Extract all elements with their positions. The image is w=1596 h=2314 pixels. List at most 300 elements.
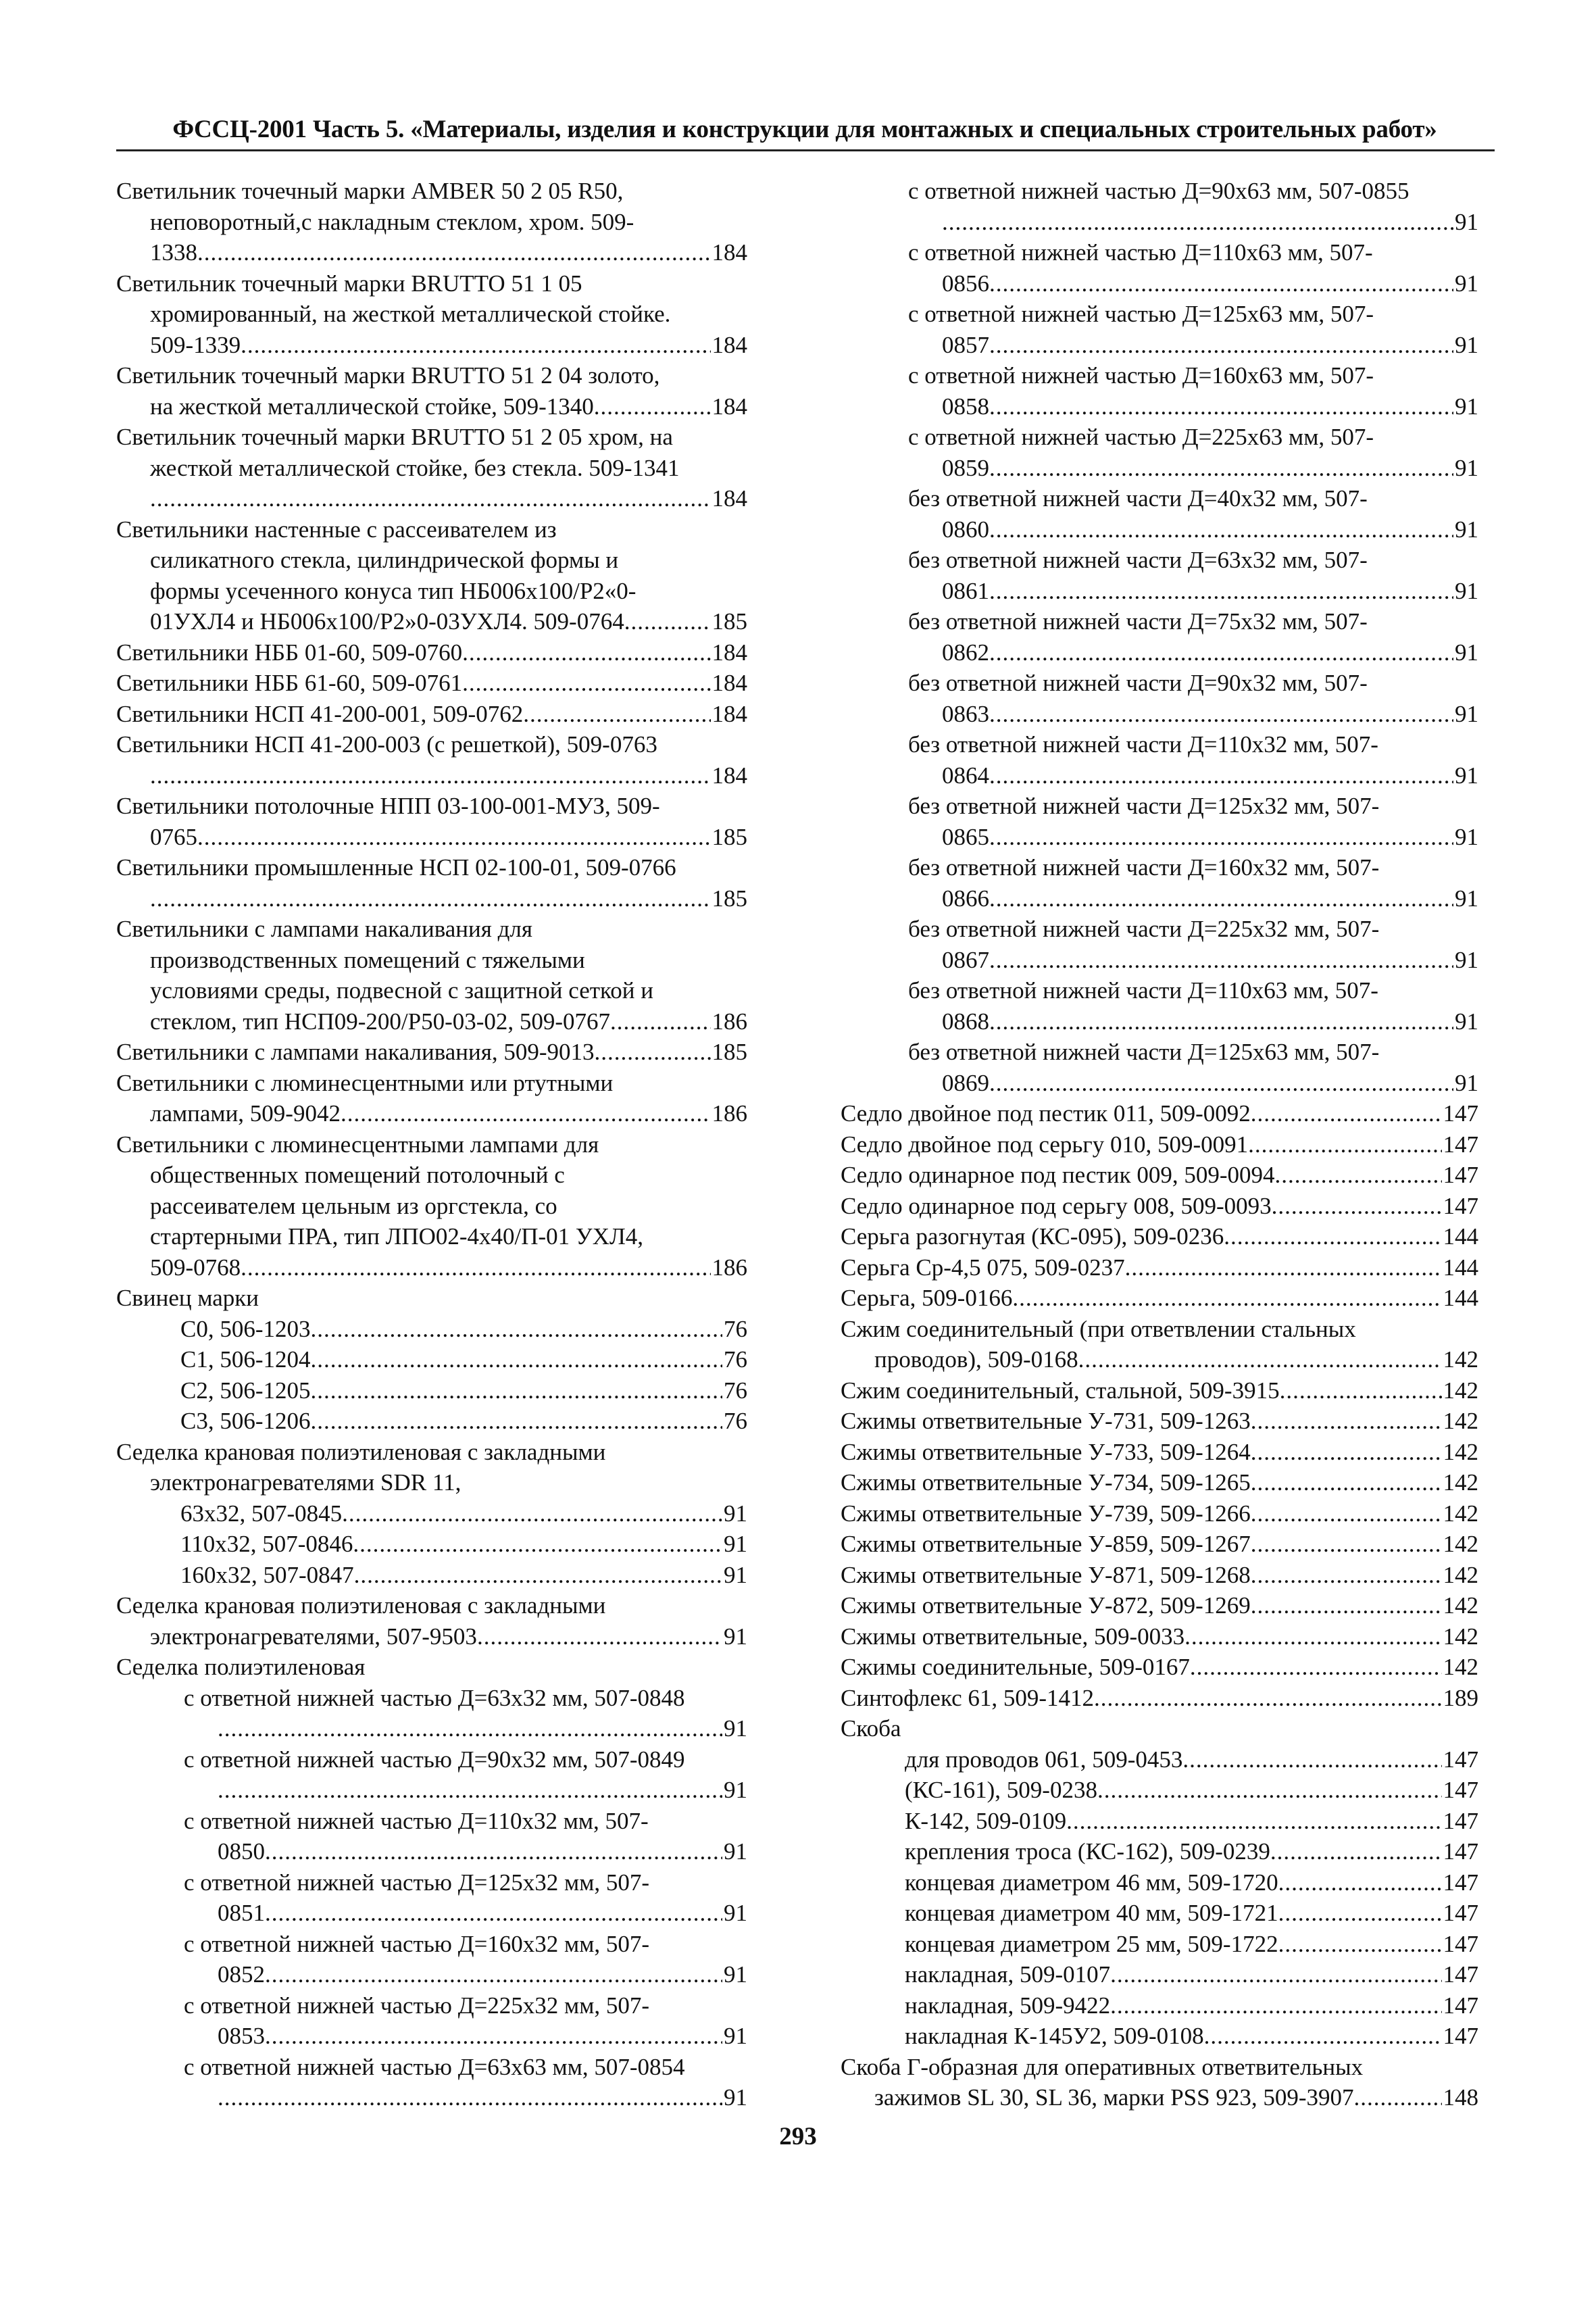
index-entry-leader-line xyxy=(841,1375,1478,1406)
index-entry-text: К-142, 509-0109 xyxy=(905,1807,1067,1834)
index-entry-leader-line xyxy=(841,1160,1478,1191)
index-page-ref: 142 xyxy=(1443,1408,1478,1434)
index-entry-text: накладная, 509-9422 xyxy=(905,1992,1111,2019)
dot-leader xyxy=(989,330,1453,361)
index-page-ref: 91 xyxy=(1455,577,1478,604)
index-entry xyxy=(116,422,747,514)
index-entry xyxy=(841,1129,1478,1160)
dot-leader xyxy=(1251,1437,1442,1468)
dot-leader xyxy=(218,1713,722,1744)
index-entry-leader-line xyxy=(841,699,1478,730)
index-entry-leader-line xyxy=(116,1498,747,1529)
index-entry-line: Седелка полиэтиленовая xyxy=(116,1654,366,1680)
index-entry-leader-line xyxy=(841,1621,1478,1652)
index-entry-leader-line xyxy=(116,637,747,668)
index-page-ref: 142 xyxy=(1443,1623,1478,1650)
index-entry-text: для проводов 061, 509-0453 xyxy=(905,1746,1183,1773)
index-entry-leader-line xyxy=(841,1068,1478,1099)
index-page-ref: 91 xyxy=(724,1838,747,1865)
index-entry xyxy=(116,1652,747,1683)
index-page-ref: 144 xyxy=(1443,1254,1478,1281)
dot-leader xyxy=(989,391,1453,422)
index-entry-line: с ответной нижней частью Д=125х63 мм, 507- xyxy=(908,301,1374,327)
index-entry-line: Сжим соединительный (при ответвлении стальных xyxy=(841,1315,1356,1342)
index-entry xyxy=(116,637,747,668)
index-entry-leader-line xyxy=(841,1437,1478,1468)
index-entry-line: Седелка крановая полиэтиленовая с закладными xyxy=(116,1438,606,1465)
index-entry-leader-line xyxy=(841,576,1478,607)
index-entry-leader-line xyxy=(841,1683,1478,1714)
dot-leader xyxy=(989,514,1453,545)
index-entry xyxy=(841,1929,1478,1960)
dot-leader xyxy=(1251,1590,1442,1621)
index-entry xyxy=(841,791,1478,852)
index-entry-leader-line xyxy=(116,1037,747,1068)
dot-leader xyxy=(353,1529,722,1560)
index-page-ref: 91 xyxy=(1455,393,1478,420)
index-entry xyxy=(116,668,747,699)
index-entry-leader-line xyxy=(116,2021,747,2052)
dot-leader xyxy=(311,1375,723,1406)
index-page-ref: 147 xyxy=(1443,1900,1478,1926)
index-entry xyxy=(116,1744,747,1806)
index-page-ref: 142 xyxy=(1443,1654,1478,1680)
index-entry-leader-line xyxy=(116,883,747,914)
index-entry-text: Светильники НББ 61-60, 509-0761 xyxy=(116,670,463,696)
index-page-ref: 184 xyxy=(712,393,747,420)
dot-leader xyxy=(1110,1990,1441,2021)
index-entry-leader-line xyxy=(841,1590,1478,1621)
dot-leader xyxy=(354,1560,722,1591)
index-page-ref: 147 xyxy=(1443,2023,1478,2049)
index-entry-leader-line xyxy=(116,391,747,422)
index-page-ref: 91 xyxy=(1455,516,1478,543)
index-page-ref: 184 xyxy=(712,331,747,358)
index-entry xyxy=(841,606,1478,668)
index-column-right xyxy=(841,176,1478,2113)
index-entry-leader-line xyxy=(116,1898,747,1929)
index-entry-line: жесткой металлической стойке, без стекла. 509-1341 xyxy=(150,454,680,481)
dot-leader xyxy=(1251,1560,1442,1591)
index-entry-leader-line xyxy=(841,1406,1478,1437)
dot-leader xyxy=(341,1098,711,1129)
index-entry xyxy=(841,299,1478,360)
index-entry xyxy=(841,914,1478,975)
dot-leader xyxy=(1012,1283,1441,1314)
index-entry-text: (КС-161), 509-0238 xyxy=(905,1777,1097,1803)
index-entry xyxy=(116,1806,747,1867)
index-entry-text: 1338 xyxy=(150,239,197,266)
index-entry xyxy=(841,1375,1478,1406)
index-entry xyxy=(116,1375,747,1406)
index-entry-leader-line xyxy=(841,1959,1478,1990)
dot-leader xyxy=(197,237,711,268)
dot-leader xyxy=(1272,1191,1442,1222)
index-page-ref: 76 xyxy=(724,1377,747,1404)
index-page-ref: 91 xyxy=(724,1500,747,1527)
index-entry-leader-line xyxy=(116,2082,747,2113)
index-entry-line: без ответной нижней части Д=125х32 мм, 507- xyxy=(908,793,1380,819)
dot-leader xyxy=(1354,2082,1442,2113)
index-entry-line: Светильник точечный марки AMBER 50 2 05 R50, xyxy=(116,178,624,204)
index-page-ref: 147 xyxy=(1443,1746,1478,1773)
dot-leader xyxy=(1275,1160,1442,1191)
dot-leader xyxy=(989,945,1453,976)
index-entry-leader-line xyxy=(841,1191,1478,1222)
index-entry xyxy=(116,729,747,791)
index-entry-leader-line xyxy=(841,330,1478,361)
index-entry xyxy=(841,1775,1478,1806)
index-entry xyxy=(116,1560,747,1591)
dot-leader xyxy=(265,1836,722,1867)
index-page-ref: 144 xyxy=(1443,1285,1478,1311)
index-entry xyxy=(841,1898,1478,1929)
dot-leader xyxy=(265,1959,722,1990)
index-entry-text: Серьга Ср-4,5 075, 509-0237 xyxy=(841,1254,1125,1281)
index-entry-text: С0, 506-1203 xyxy=(180,1315,311,1342)
index-page-ref: 184 xyxy=(712,762,747,789)
index-entry xyxy=(841,1191,1478,1222)
index-entry-text: 509-1339 xyxy=(150,331,241,358)
dot-leader xyxy=(989,760,1453,791)
dot-leader xyxy=(1182,1744,1441,1775)
index-entry-line: с ответной нижней частью Д=125х32 мм, 507- xyxy=(184,1869,650,1896)
index-entry-leader-line xyxy=(841,268,1478,299)
dot-leader xyxy=(150,760,711,791)
index-entry xyxy=(841,975,1478,1037)
index-entry-leader-line xyxy=(116,1375,747,1406)
index-entry-text: 160х32, 507-0847 xyxy=(180,1561,354,1588)
index-entry-text: 0858 xyxy=(942,393,989,420)
index-page-ref: 184 xyxy=(712,639,747,666)
index-page-ref: 186 xyxy=(712,1008,747,1035)
index-entry xyxy=(841,1314,1478,1375)
dot-leader xyxy=(1251,1529,1442,1560)
index-page-ref: 186 xyxy=(712,1254,747,1281)
dot-leader xyxy=(462,668,710,699)
index-entry-text: Сжимы ответвительные У-872, 509-1269 xyxy=(841,1592,1251,1619)
dot-leader xyxy=(989,1006,1453,1037)
dot-leader xyxy=(594,391,711,422)
index-entry-text: лампами, 509-9042 xyxy=(150,1100,341,1127)
index-entry-line: без ответной нижней части Д=40х32 мм, 507- xyxy=(908,485,1368,512)
index-entry-leader-line xyxy=(116,699,747,730)
index-entry-leader-line xyxy=(116,822,747,853)
index-entry-leader-line xyxy=(841,1498,1478,1529)
index-entry xyxy=(841,1098,1478,1129)
index-entry-line: производственных помещений с тяжелыми xyxy=(150,946,585,973)
index-page-ref: 147 xyxy=(1443,1930,1478,1957)
index-entry xyxy=(841,668,1478,729)
dot-leader xyxy=(989,453,1453,484)
index-entry-leader-line xyxy=(841,1652,1478,1683)
dot-leader xyxy=(1280,1375,1442,1406)
index-entry xyxy=(841,1683,1478,1714)
index-entry-leader-line xyxy=(116,1314,747,1345)
index-entry-text: Сжимы ответвительные У-859, 509-1267 xyxy=(841,1531,1251,1557)
index-entry-line: Скоба xyxy=(841,1715,901,1742)
index-entry xyxy=(116,1929,747,1990)
index-entry-leader-line xyxy=(116,1621,747,1652)
index-entry-leader-line xyxy=(841,822,1478,853)
index-page-ref: 91 xyxy=(724,1715,747,1742)
index-page-ref: 184 xyxy=(712,485,747,512)
index-entry xyxy=(116,2052,747,2113)
index-page-ref: 142 xyxy=(1443,1561,1478,1588)
index-page-ref: 91 xyxy=(1455,885,1478,912)
index-entry-line: с ответной нижней частью Д=160х63 мм, 507- xyxy=(908,362,1374,389)
index-entry-text: 0866 xyxy=(942,885,989,912)
dot-leader xyxy=(1204,2021,1442,2052)
dot-leader xyxy=(1278,1898,1442,1929)
index-entry xyxy=(841,2052,1478,2113)
index-entry-leader-line xyxy=(841,1529,1478,1560)
index-column-left xyxy=(116,176,747,2113)
index-entry-text: 0868 xyxy=(942,1008,989,1035)
index-page-ref: 91 xyxy=(1455,946,1478,973)
index-page-ref: 91 xyxy=(724,1531,747,1557)
index-entry-text: Сжимы ответвительные У-734, 509-1265 xyxy=(841,1469,1251,1496)
index-page-ref: 147 xyxy=(1443,1807,1478,1834)
index-entry-line: Светильник точечный марки BRUTTO 51 2 05 хром, на xyxy=(116,424,673,450)
dot-leader xyxy=(462,637,710,668)
index-entry-text: С2, 506-1205 xyxy=(180,1377,311,1404)
index-entry-text: накладная К-145У2, 509-0108 xyxy=(905,2023,1204,2049)
index-entry xyxy=(841,1652,1478,1683)
index-page-ref: 91 xyxy=(1455,270,1478,297)
index-entry-text: Седло одинарное под серьгу 008, 509-0093 xyxy=(841,1192,1272,1219)
dot-leader xyxy=(197,822,711,853)
index-page-ref: 184 xyxy=(712,700,747,727)
index-entry-line: условиями среды, подвесной с защитной сеткой и xyxy=(150,977,653,1004)
index-entry-text: зажимов SL 30, SL 36, марки PSS 923, 509-3907 xyxy=(874,2084,1354,2111)
index-entry-leader-line xyxy=(841,1560,1478,1591)
index-entry-text: на жесткой металлической стойке, 509-1340 xyxy=(150,393,594,420)
index-entry-text: 63х32, 507-0845 xyxy=(180,1500,343,1527)
index-entry xyxy=(116,360,747,422)
index-entry-leader-line xyxy=(116,1836,747,1867)
index-entry-text: проводов), 509-0168 xyxy=(874,1346,1078,1373)
index-entry-leader-line xyxy=(841,637,1478,668)
index-entry-text: 0853 xyxy=(218,2023,265,2049)
index-entry-leader-line xyxy=(841,945,1478,976)
dot-leader xyxy=(523,699,710,730)
index-entry-leader-line xyxy=(116,1098,747,1129)
index-entry xyxy=(841,1406,1478,1437)
index-page-ref: 185 xyxy=(712,608,747,635)
index-page-ref: 147 xyxy=(1443,1992,1478,2019)
index-entry xyxy=(116,514,747,637)
index-entry-line: с ответной нижней частью Д=110х63 мм, 507- xyxy=(908,239,1373,266)
index-entry-text: 0861 xyxy=(942,577,989,604)
index-entry xyxy=(116,914,747,1037)
dot-leader xyxy=(1125,1252,1442,1283)
index-page-ref: 91 xyxy=(724,1961,747,1988)
index-entry-leader-line xyxy=(116,1959,747,1990)
index-entry xyxy=(116,1406,747,1437)
index-page-ref: 184 xyxy=(712,239,747,266)
index-entry xyxy=(116,852,747,914)
index-entry-line: без ответной нижней части Д=75х32 мм, 507- xyxy=(908,608,1368,635)
index-page-ref: 76 xyxy=(724,1408,747,1434)
index-entry xyxy=(841,360,1478,422)
index-entry-text: 0859 xyxy=(942,454,989,481)
index-entry-leader-line xyxy=(841,453,1478,484)
index-entry xyxy=(841,1990,1478,2021)
dot-leader xyxy=(1278,1867,1442,1898)
index-entry xyxy=(841,1221,1478,1252)
dot-leader xyxy=(241,1252,710,1283)
dot-leader xyxy=(311,1314,723,1345)
index-entry xyxy=(841,1252,1478,1283)
dot-leader xyxy=(1078,1344,1442,1375)
index-entry-leader-line xyxy=(116,1560,747,1591)
index-entry-text: Серьга, 509-0166 xyxy=(841,1285,1013,1311)
index-entry xyxy=(116,1590,747,1652)
dot-leader xyxy=(1224,1221,1441,1252)
index-entry xyxy=(841,1529,1478,1560)
dot-leader xyxy=(1097,1775,1442,1806)
index-page-ref: 91 xyxy=(724,1777,747,1803)
index-entry-text: электронагревателями, 507-9503 xyxy=(150,1623,477,1650)
index-entry-text: 0860 xyxy=(942,516,989,543)
dot-leader xyxy=(989,822,1453,853)
index-page-ref: 91 xyxy=(1455,700,1478,727)
index-entry-text: стеклом, тип НСП09-200/Р50-03-02, 509-0767 xyxy=(150,1008,611,1035)
index-entry-line: Светильник точечный марки BRUTTO 51 2 04 золото, xyxy=(116,362,660,389)
index-entry-line: без ответной нижней части Д=110х63 мм, 507- xyxy=(908,977,1378,1004)
header-rule xyxy=(116,149,1495,151)
index-entry-text: концевая диаметром 40 мм, 509-1721 xyxy=(905,1900,1278,1926)
index-entry-text: Светильники НББ 01-60, 509-0760 xyxy=(116,639,463,666)
index-entry-line: электронагревателями SDR 11, xyxy=(150,1469,462,1496)
index-entry-line: с ответной нижней частью Д=63х32 мм, 507-0848 xyxy=(184,1684,685,1711)
dot-leader xyxy=(942,207,1453,238)
index-entry-text: 0851 xyxy=(218,1900,265,1926)
index-entry-text: С1, 506-1204 xyxy=(180,1346,311,1373)
index-entry-leader-line xyxy=(116,1406,747,1437)
index-entry-text: Сжимы ответвительные, 509-0033 xyxy=(841,1623,1185,1650)
dot-leader xyxy=(311,1344,723,1375)
index-entry xyxy=(116,1867,747,1929)
index-page-ref: 147 xyxy=(1443,1961,1478,1988)
index-page-ref: 91 xyxy=(1455,1069,1478,1096)
dot-leader xyxy=(218,1775,722,1806)
index-entry-text: Сжимы ответвительные У-731, 509-1263 xyxy=(841,1408,1251,1434)
dot-leader xyxy=(989,637,1453,668)
index-entry-text: 0864 xyxy=(942,762,989,789)
dot-leader xyxy=(342,1498,722,1529)
dot-leader xyxy=(218,2082,722,2113)
index-entry xyxy=(841,1160,1478,1191)
index-page-ref: 148 xyxy=(1443,2084,1478,2111)
index-entry-leader-line xyxy=(841,1744,1478,1775)
index-entry xyxy=(841,852,1478,914)
index-page-ref: 147 xyxy=(1443,1131,1478,1158)
index-page-ref: 91 xyxy=(724,2084,747,2111)
index-entry xyxy=(841,1283,1478,1314)
index-entry-leader-line xyxy=(116,1344,747,1375)
index-entry-line: с ответной нижней частью Д=160х32 мм, 507- xyxy=(184,1930,650,1957)
index-entry-leader-line xyxy=(116,330,747,361)
index-entry-text: 0862 xyxy=(942,639,989,666)
index-entry-text: С3, 506-1206 xyxy=(180,1408,311,1434)
index-page-ref: 147 xyxy=(1443,1100,1478,1127)
index-entry-text: крепления троса (КС-162), 509-0239 xyxy=(905,1838,1270,1865)
index-page-ref: 76 xyxy=(724,1315,747,1342)
index-entry-leader-line xyxy=(841,207,1478,238)
index-entry-text: Сжимы соединительные, 509-0167 xyxy=(841,1654,1190,1680)
index-page-ref: 144 xyxy=(1443,1223,1478,1250)
index-entry xyxy=(841,1621,1478,1652)
index-page-ref: 142 xyxy=(1443,1377,1478,1404)
index-entry xyxy=(116,1283,747,1314)
index-entry-line: без ответной нижней части Д=63х32 мм, 507- xyxy=(908,547,1368,573)
index-page-ref: 186 xyxy=(712,1100,747,1127)
index-entry-text: 110х32, 507-0846 xyxy=(180,1531,353,1557)
index-entry-leader-line xyxy=(841,2021,1478,2052)
index-page-ref: 142 xyxy=(1443,1346,1478,1373)
dot-leader xyxy=(477,1621,722,1652)
index-entry-text: 0857 xyxy=(942,331,989,358)
index-entry-leader-line xyxy=(841,1098,1478,1129)
dot-leader xyxy=(1278,1929,1442,1960)
dot-leader xyxy=(150,483,711,514)
index-page-ref: 142 xyxy=(1443,1469,1478,1496)
index-entry-leader-line xyxy=(116,237,747,268)
index-page-ref: 91 xyxy=(724,1623,747,1650)
dot-leader xyxy=(1251,1498,1442,1529)
dot-leader xyxy=(989,1068,1453,1099)
index-entry-line: Скоба Г-образная для оперативных ответвительных xyxy=(841,2053,1364,2080)
index-entry-leader-line xyxy=(841,1929,1478,1960)
index-entry xyxy=(841,545,1478,606)
index-entry-text: 0869 xyxy=(942,1069,989,1096)
index-entry-text: Сжимы ответвительные У-739, 509-1266 xyxy=(841,1500,1251,1527)
index-entry-line: без ответной нижней части Д=90х32 мм, 507- xyxy=(908,670,1368,696)
index-page-ref: 142 xyxy=(1443,1500,1478,1527)
index-page-ref: 91 xyxy=(1455,823,1478,850)
index-page-ref: 76 xyxy=(724,1346,747,1373)
index-entry-line: Свинец марки xyxy=(116,1285,259,1311)
index-entry-leader-line xyxy=(841,1283,1478,1314)
index-entry-text: 0863 xyxy=(942,700,989,727)
index-entry xyxy=(841,1713,1478,1744)
index-entry-line: силикатного стекла, цилиндрической формы и xyxy=(150,547,619,573)
index-entry-line: Светильники с люминесцентными или ртутными xyxy=(116,1069,614,1096)
index-entry-leader-line xyxy=(841,1806,1478,1837)
index-page-ref: 91 xyxy=(1455,208,1478,235)
index-entry-leader-line xyxy=(116,483,747,514)
index-entry-leader-line xyxy=(116,760,747,791)
index-page-ref: 185 xyxy=(712,1039,747,1065)
index-entry xyxy=(841,1867,1478,1898)
index-entry-leader-line xyxy=(116,1252,747,1283)
index-entry-text: концевая диаметром 25 мм, 509-1722 xyxy=(905,1930,1278,1957)
index-entry xyxy=(841,422,1478,483)
index-page-ref: 91 xyxy=(1455,762,1478,789)
index-entry-leader-line xyxy=(116,1713,747,1744)
dot-leader xyxy=(1251,1467,1442,1498)
index-entry-line: рассеивателем цельным из оргстекла, со xyxy=(150,1192,557,1219)
dot-leader xyxy=(624,606,711,637)
dot-leader xyxy=(1190,1652,1442,1683)
index-entry-text: 0856 xyxy=(942,270,989,297)
index-entry xyxy=(841,1498,1478,1529)
index-entry xyxy=(116,1314,747,1345)
index-entry-leader-line xyxy=(841,1344,1478,1375)
dot-leader xyxy=(1248,1129,1441,1160)
